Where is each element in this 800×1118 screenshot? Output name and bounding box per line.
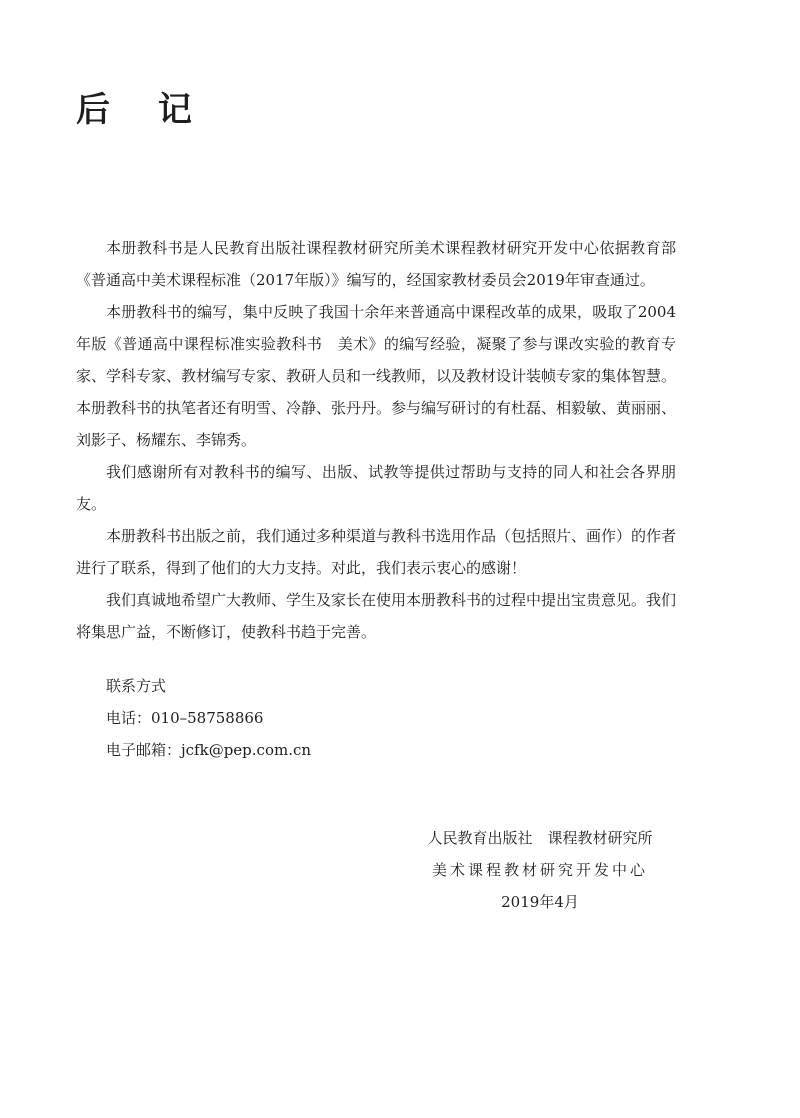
signature-date: 2019年4月 <box>501 893 579 911</box>
paragraph: 我们真诚地希望广大教师、学生及家长在使用本册教科书的过程中提出宝贵意见。我们将集思广益，不断修订，使教科书趋于完善。 <box>76 591 677 641</box>
paragraph: 本册教科书的编写，集中反映了我国十余年来普通高中课程改革的成果，吸取了2004年版《普通高中课程标准实验教科书 美术》的编写经验，凝聚了参与课改实验的教育专家、学科专家、教材编写专家、教研人员和一线教师，以及教材设计装帧专家的集体智慧。本册教科书的执笔者还有明雪、冷静、张丹丹。参与编写研讨的有杜磊、相毅敏、黄丽丽、刘影子、杨耀东、李锦秀。 <box>76 303 677 449</box>
body-text <box>76 232 676 648</box>
signature-publisher: 人民教育出版社 课程教材研究所 <box>427 829 653 847</box>
contact-email: 电子邮箱：jcfk@pep.com.cn <box>106 741 312 759</box>
paragraph: 本册教科书出版之前，我们通过多种渠道与教科书选用作品（包括照片、画作）的作者进行了联系，得到了他们的大力支持。对此，我们表示衷心的感谢！ <box>76 527 677 577</box>
page-title: 后 记 <box>76 90 210 130</box>
contact-heading: 联系方式 <box>106 677 167 695</box>
signature-center: 美术课程教材研究开发中心 <box>431 861 648 879</box>
paragraph: 本册教科书是人民教育出版社课程教材研究所美术课程教材研究开发中心依据教育部《普通高中美术课程标准（2017年版）》编写的，经国家教材委员会2019年审查通过。 <box>76 239 676 289</box>
signature-block <box>390 822 690 918</box>
contact-block <box>106 670 311 766</box>
paragraph: 我们感谢所有对教科书的编写、出版、试教等提供过帮助与支持的同人和社会各界朋友。 <box>76 463 676 513</box>
contact-phone: 电话：010–58758866 <box>106 709 264 727</box>
